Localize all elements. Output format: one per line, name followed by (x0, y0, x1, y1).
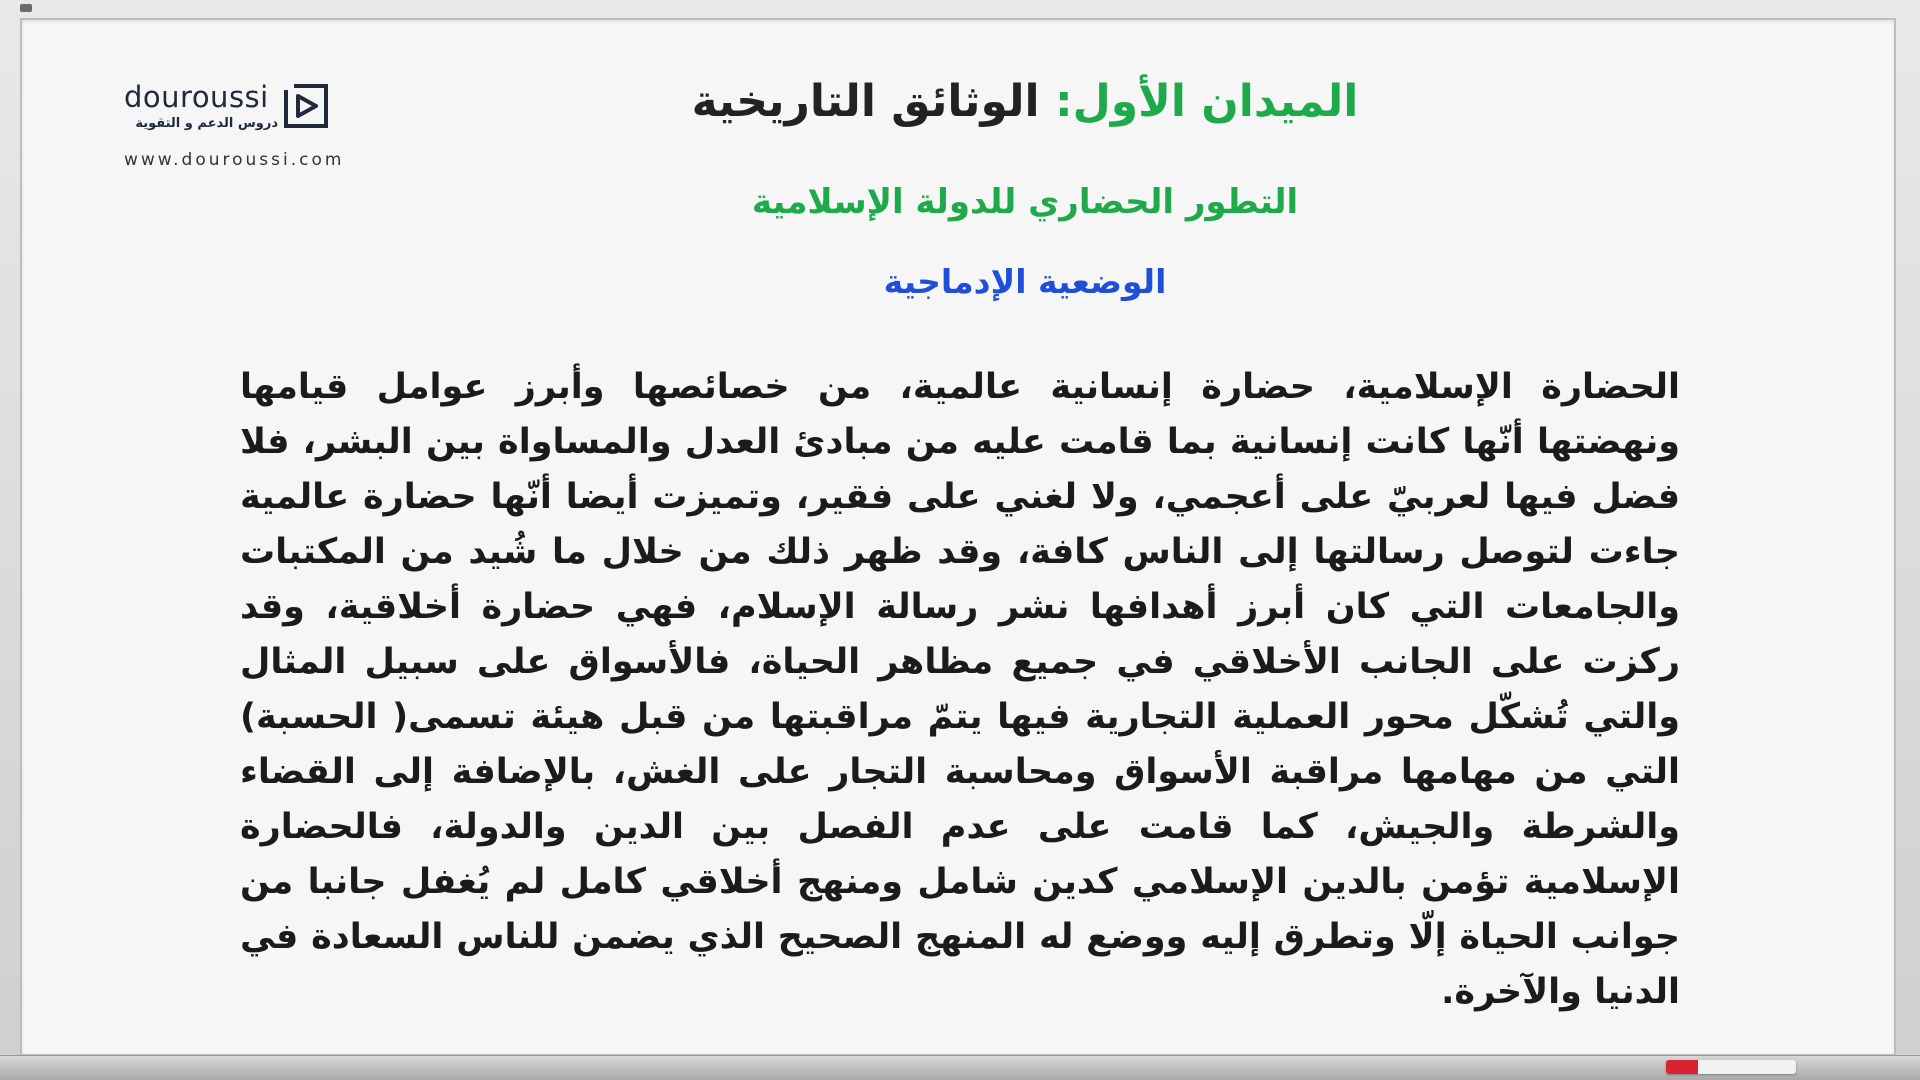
title-prefix: الميدان الأول: (1054, 76, 1359, 127)
logo-url[interactable]: www.douroussi.com (124, 150, 345, 170)
page-subtitle: التطور الحضاري للدولة الإسلامية (751, 182, 1299, 222)
logo-name: douroussi (124, 80, 269, 114)
logo-tagline: دروس الدعم و التقوية (135, 116, 278, 131)
body-paragraph: الحضارة الإسلامية، حضارة إنسانية عالمية، من خصائصها وأبرز عوامل قيامها ونهضتها أنّها كانت إنسانية بما قامت عليه من مبادئ العدل والمساواة بين البشر، فلا فضل فيها لعربيّ على أعجمي، ولا لغني على فقير، وتميزت أيضا أنّها حضارة عالمية جاءت لتوصل رسالتها إلى الناس كافة، وقد ظهر ذلك من خلال ما شُيد من المكتبات والجامعات التي كان أبرز أهدافها نشر رسالة الإسلام، فهي حضارة أخلاقية، وقد ركزت على الجانب الأخلاقي في جميع مظاهر الحياة، فالأسواق على سبيل المثال والتي تُشكّل محور العملية التجارية فيها يتمّ مراقبتها من قبل هيئة تسمى( الحسبة) التي من مهامها مراقبة الأسواق ومحاسبة التجار على الغش، بالإضافة إلى القضاء والشرطة والجيش، كما قامت على عدم الفصل بين الدين والدولة، فالحضارة الإسلامية تؤمن بالدين الإسلامي كدين شامل ومنهج أخلاقي كامل لم يُغفل جانبا من جوانب الحياة إلّا وتطرق إليه ووضع له المنهج الصحيح الذي يضمن للناس السعادة في الدنيا والآخرة. (240, 367, 1680, 1012)
frame-clip (20, 4, 32, 12)
page-title (560, 76, 1490, 127)
marker-cap (1666, 1060, 1698, 1074)
marker-tray (0, 1055, 1920, 1080)
section-title: الوضعية الإدماجية (883, 262, 1167, 301)
play-icon (280, 80, 332, 132)
title-main: الوثائق التاريخية (691, 76, 1040, 127)
douroussi-logo[interactable] (124, 80, 384, 180)
marker (1666, 1060, 1796, 1074)
